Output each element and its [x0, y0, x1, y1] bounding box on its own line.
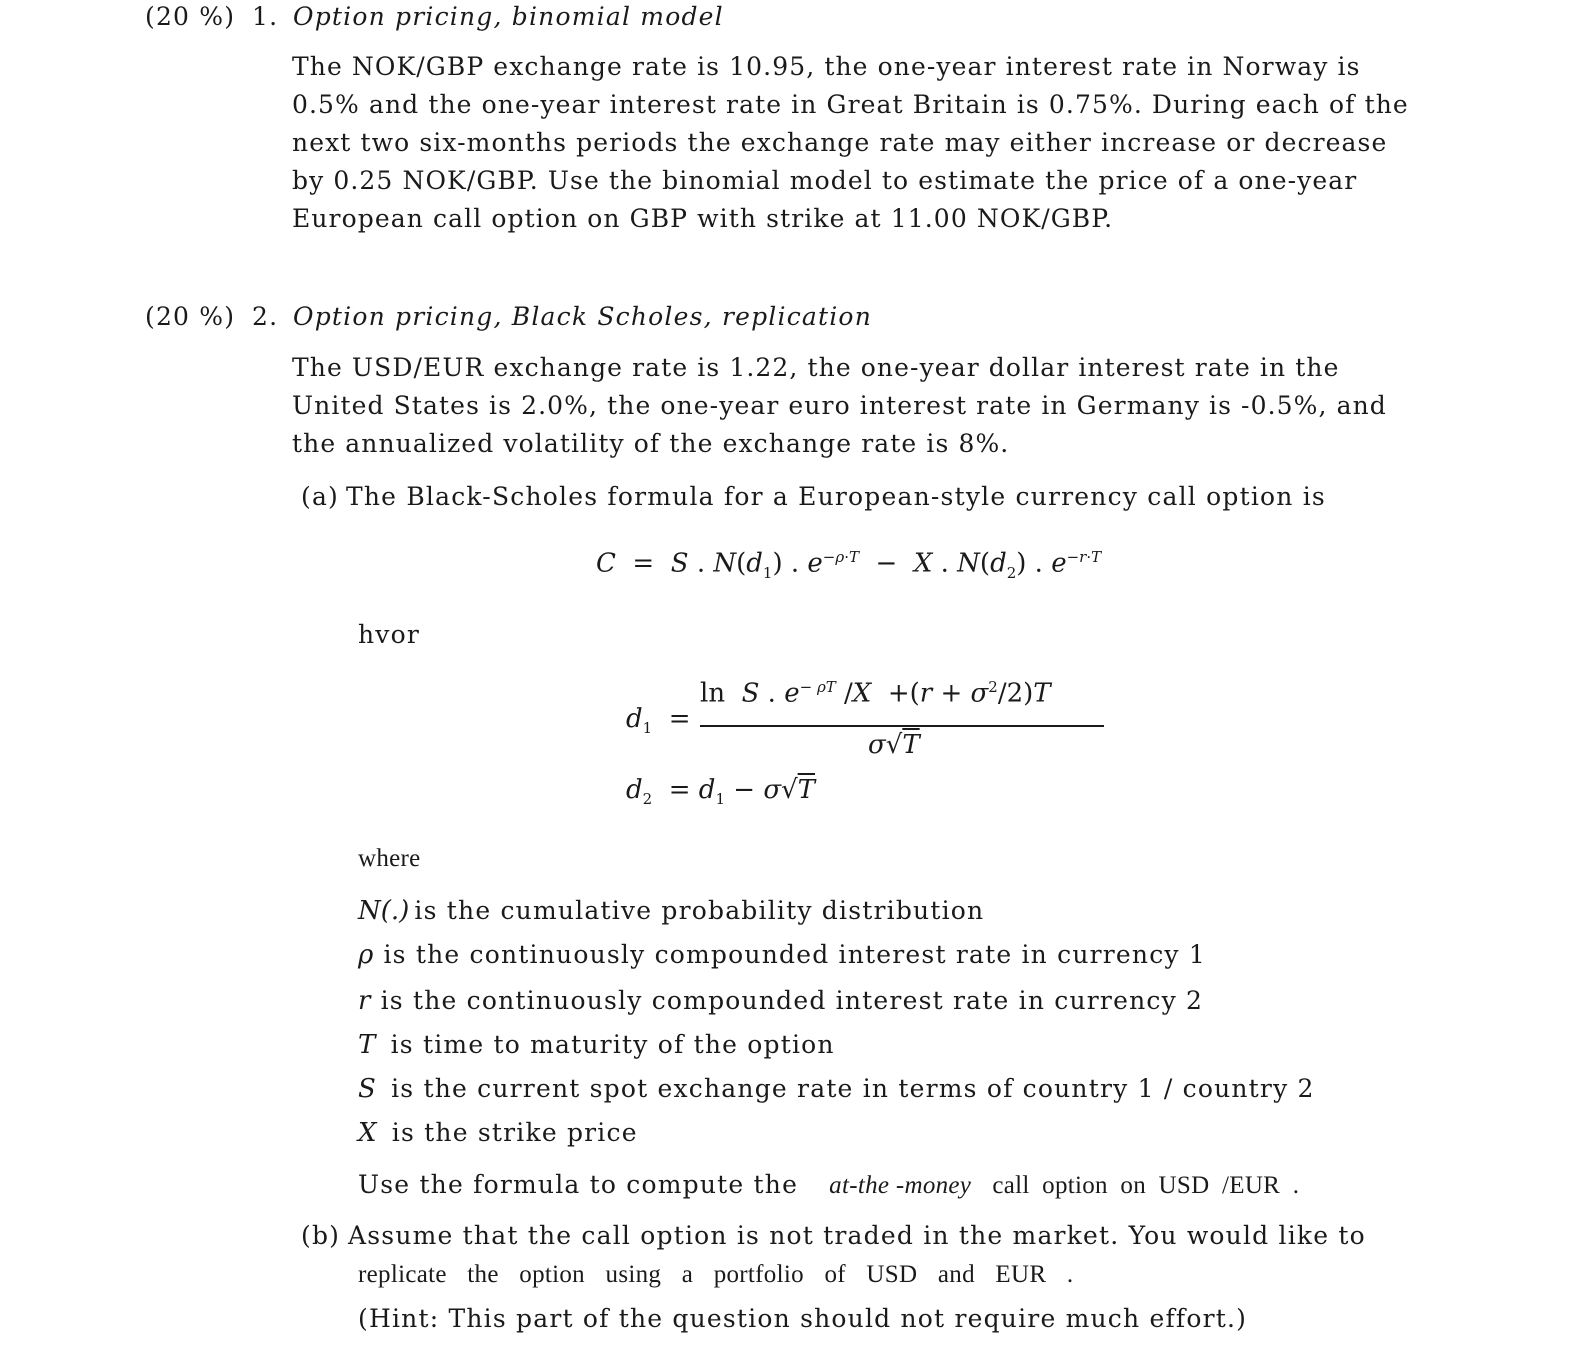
definition-symbol: N(.)	[358, 896, 410, 926]
q2-body	[292, 349, 1387, 463]
definition-item	[358, 986, 1203, 1016]
definition-item	[358, 940, 1206, 970]
part-b-hint: (Hint: This part of the question should not require much effort.)	[358, 1304, 1248, 1333]
q2-weight: (20 %)	[145, 302, 236, 331]
q1-line: by 0.25 NOK/GBP. Use the binomial model to estimate the price of a one-year	[292, 166, 1358, 195]
q2-line: the annualized volatility of the exchange rate is 8%.	[292, 429, 1010, 458]
d1-fraction-bar	[700, 725, 1104, 727]
part-b-label: (b)	[301, 1221, 341, 1250]
q1-weight: (20 %)	[145, 2, 236, 31]
part-a-label: (a)	[301, 482, 340, 511]
q2-line: The USD/EUR exchange rate is 1.22, the one-year dollar interest rate in the	[292, 353, 1340, 382]
definition-symbol: ρ	[358, 940, 374, 970]
d1-denominator: σ√T	[868, 730, 920, 760]
q1-number: 1.	[252, 2, 279, 31]
definition-symbol: T	[358, 1030, 376, 1060]
d2-formula: $d_2 = d_1 - \sigma√T$	[626, 775, 815, 809]
q1-line: next two six-months periods the exchange rate may either increase or decrease	[292, 128, 1388, 157]
definition-text: is the continuously compounded interest rate in currency 2	[380, 986, 1204, 1015]
q1-line: European call option on GBP with strike at 11.00 NOK/GBP.	[292, 204, 1114, 233]
definition-text: is the current spot exchange rate in terms of country 1 / country 2	[391, 1074, 1315, 1103]
hvor-label: hvor	[358, 620, 421, 649]
q2-line: United States is 2.0%, the one-year euro interest rate in Germany is -0.5%, and	[292, 391, 1387, 420]
definition-text: is time to maturity of the option	[390, 1030, 835, 1059]
d1-numerator: ln S . $e^{- \rho T}$ $/X +(r + \sigma^2/2)T$	[700, 678, 1051, 709]
d1-symbol: $d_1$ =	[626, 704, 691, 738]
definition-symbol: r	[358, 986, 371, 1016]
definition-item	[358, 1074, 1315, 1104]
definition-item	[358, 1030, 835, 1060]
definition-symbol: S	[358, 1074, 376, 1104]
where-label: where	[358, 845, 421, 872]
part-b-line2: replicate the option using a portfolio of USD and EUR .	[358, 1261, 1074, 1288]
part-a-instruction	[358, 1170, 1299, 1200]
definition-text: is the strike price	[391, 1118, 638, 1147]
instruction-pre: Use the formula to compute the	[358, 1170, 799, 1199]
definition-text: is the continuously compounded interest rate in currency 1	[383, 940, 1207, 969]
instruction-post: call option on USD /EUR .	[992, 1172, 1300, 1199]
instruction-italic: at-the -money	[829, 1172, 972, 1199]
definition-item	[358, 896, 984, 926]
definition-text: is the cumulative probability distribution	[414, 896, 985, 925]
q1-line: The NOK/GBP exchange rate is 10.95, the one-year interest rate in Norway is	[292, 52, 1361, 81]
definition-item	[358, 1118, 638, 1148]
q2-number: 2.	[252, 302, 279, 331]
part-a-intro: The Black-Scholes formula for a European-style currency call option is	[346, 482, 1326, 511]
black-scholes-formula: C = S . $N(d_1)$ . $e^{-\rho\cdot T} - X$ . $N(d_2)$ . $e^{-r\cdot T}$	[596, 548, 1102, 582]
definition-symbol: X	[358, 1118, 377, 1148]
q1-title: Option pricing, binomial model	[293, 2, 724, 31]
q1-body	[292, 48, 1409, 238]
q1-line: 0.5% and the one-year interest rate in Great Britain is 0.75%. During each of the	[292, 90, 1409, 119]
q2-title: Option pricing, Black Scholes, replication	[293, 302, 872, 331]
part-b-line1: Assume that the call option is not traded in the market. You would like to	[348, 1221, 1366, 1250]
